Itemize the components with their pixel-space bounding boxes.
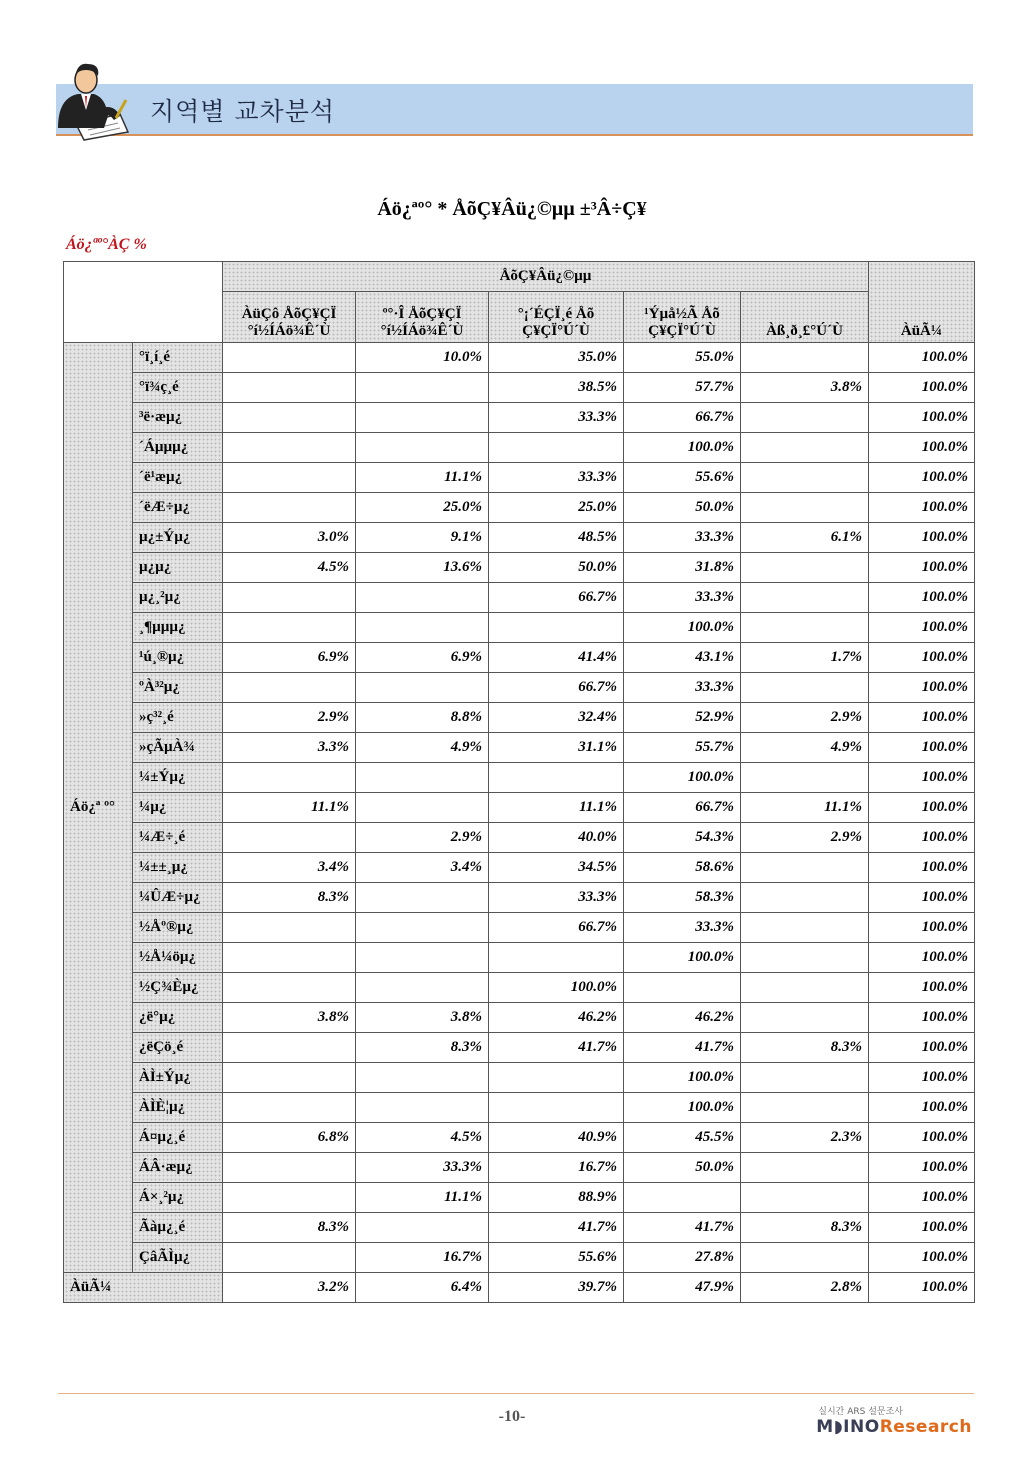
table-cell [741,583,869,613]
row-label: ´Áµµµ¿ [133,433,223,463]
table-cell: 33.3% [624,523,741,553]
row-label: ³ë·æµ¿ [133,403,223,433]
row-total-cell: 100.0% [869,673,975,703]
brand-prefix: M◗INO [816,1417,880,1437]
table-row [64,1093,975,1123]
table-cell: 38.5% [489,373,624,403]
table-cell [223,973,356,1003]
row-total-cell: 100.0% [869,1213,975,1243]
table-cell: 35.0% [489,343,624,373]
total-row [64,1273,975,1303]
table-cell: 3.8% [223,1003,356,1033]
table-cell: 4.9% [356,733,489,763]
table-row [64,1213,975,1243]
table-cell: 3.8% [356,1003,489,1033]
table-cell: 1.7% [741,643,869,673]
table-cell: 3.4% [356,853,489,883]
table-cell: 8.3% [356,1033,489,1063]
row-label: Á×¸²µ¿ [133,1183,223,1213]
table-cell: 54.3% [624,823,741,853]
table-cell [223,1063,356,1093]
table-cell: 4.5% [223,553,356,583]
table-cell: 4.9% [741,733,869,763]
table-cell: 52.9% [624,703,741,733]
table-row [64,1033,975,1063]
row-total-cell: 100.0% [869,1243,975,1273]
group-header: ÅõÇ¥Âü¿©µµ [223,262,869,292]
row-total-cell: 100.0% [869,703,975,733]
table-cell [356,613,489,643]
table-cell [356,1063,489,1093]
table-cell [741,943,869,973]
table-cell: 3.8% [741,373,869,403]
crosstab-title: Áö¿ªº° * ÅõÇ¥Âü¿©µµ ±³Â÷Ç¥ [377,198,647,220]
table-body [64,343,975,1273]
table-row [64,403,975,433]
row-label: µ¿¸²µ¿ [133,583,223,613]
row-total-cell: 100.0% [869,973,975,1003]
table-cell: 11.1% [741,793,869,823]
table-cell [741,433,869,463]
table-cell: 8.3% [223,1213,356,1243]
table-row [64,1243,975,1273]
table-cell: 3.3% [223,733,356,763]
table-row [64,613,975,643]
table-cell [223,673,356,703]
table-cell [223,583,356,613]
table-cell: 55.7% [624,733,741,763]
table-cell [356,583,489,613]
table-cell [741,913,869,943]
table-cell [223,1153,356,1183]
row-label: ½Å¼öµ¿ [133,943,223,973]
page-title: 지역별 교차분석 [150,97,335,126]
table-row [64,883,975,913]
row-total-cell: 100.0% [869,373,975,403]
row-label: ½Åº®µ¿ [133,913,223,943]
table-cell: 33.3% [624,673,741,703]
table-cell: 100.0% [624,613,741,643]
row-label: »ç³²¸é [133,703,223,733]
brand-logo [816,1404,972,1437]
table-cell: 43.1% [624,643,741,673]
table-cell [223,1243,356,1273]
row-total-cell: 100.0% [869,583,975,613]
table-cell: 41.7% [624,1213,741,1243]
table-cell [223,433,356,463]
table-row [64,1183,975,1213]
table-cell [741,343,869,373]
row-label: µ¿µ¿ [133,553,223,583]
table-cell [356,373,489,403]
table-cell [223,343,356,373]
table-cell: 8.3% [223,883,356,913]
table-cell [489,1063,624,1093]
row-label: ¼µ¿ [133,793,223,823]
corner-cell [64,262,223,343]
table-cell: 25.0% [356,493,489,523]
table-cell: 2.9% [741,823,869,853]
unit-label: Áö¿ªº°ÀÇ % [66,236,147,253]
table-cell [223,763,356,793]
row-total-cell: 100.0% [869,763,975,793]
table-cell: 11.1% [356,1183,489,1213]
table-cell: 46.2% [624,1003,741,1033]
table-row [64,583,975,613]
row-label: ¼ÛÆ÷µ¿ [133,883,223,913]
table-cell [223,463,356,493]
table-cell: 41.7% [624,1033,741,1063]
table-cell: 55.0% [624,343,741,373]
row-total-cell: 100.0% [869,613,975,643]
table-cell: 6.9% [223,643,356,673]
row-label: Á¤µ¿¸é [133,1123,223,1153]
table-cell [356,913,489,943]
row-total-cell: 100.0% [869,463,975,493]
table-cell [741,673,869,703]
row-total-cell: 100.0% [869,1153,975,1183]
table-cell: 32.4% [489,703,624,733]
total-row-cell: 39.7% [489,1273,624,1303]
row-total-cell: 100.0% [869,1123,975,1153]
table-cell: 45.5% [624,1123,741,1153]
row-label: ¼±Ýµ¿ [133,763,223,793]
row-label: µ¿±Ýµ¿ [133,523,223,553]
row-total-cell: 100.0% [869,883,975,913]
table-cell [741,883,869,913]
table-row [64,913,975,943]
table-row [64,733,975,763]
row-total-cell: 100.0% [869,823,975,853]
table-cell: 10.0% [356,343,489,373]
table-cell: 40.9% [489,1123,624,1153]
row-label: Ãàµ¿¸é [133,1213,223,1243]
row-total-cell: 100.0% [869,1093,975,1123]
table-cell [223,943,356,973]
total-row-cell: 2.8% [741,1273,869,1303]
table-cell: 88.9% [489,1183,624,1213]
table-cell [223,613,356,643]
row-total-cell: 100.0% [869,343,975,373]
table-cell [356,943,489,973]
table-cell: 3.0% [223,523,356,553]
row-label: °ï¾ç¸é [133,373,223,403]
table-cell: 41.4% [489,643,624,673]
row-total-cell: 100.0% [869,553,975,583]
table-cell [356,433,489,463]
table-cell [741,1183,869,1213]
table-cell: 16.7% [489,1153,624,1183]
row-label: ÇâÃÌµ¿ [133,1243,223,1273]
column-header: ÀüÇô ÅõÇ¥ÇÏ °í½ÍÁö¾Ê´Ù [223,292,356,343]
table-cell: 3.4% [223,853,356,883]
table-cell [356,973,489,1003]
table-cell [741,1003,869,1033]
row-label: ÀÌ±Ýµ¿ [133,1063,223,1093]
row-total-cell: 100.0% [869,403,975,433]
table-cell: 57.7% [624,373,741,403]
row-total-cell: 100.0% [869,523,975,553]
brand-suffix: Research [879,1417,972,1437]
table-cell: 100.0% [624,1093,741,1123]
table-cell [223,1033,356,1063]
table-row [64,493,975,523]
table-cell: 9.1% [356,523,489,553]
table-cell: 33.3% [489,883,624,913]
column-header: ¹Ýµå½Ã Åõ Ç¥ÇÏ°Ú´Ù [624,292,741,343]
table-cell: 100.0% [624,763,741,793]
table-cell [741,1093,869,1123]
table-cell [741,853,869,883]
table-cell: 11.1% [489,793,624,823]
row-label: ¹ú¸®µ¿ [133,643,223,673]
table-cell: 16.7% [356,1243,489,1273]
row-label: ºÀ³²µ¿ [133,673,223,703]
table-cell: 6.8% [223,1123,356,1153]
table-cell [223,913,356,943]
table-cell [356,793,489,823]
table-cell: 58.6% [624,853,741,883]
page-number: -10- [498,1408,526,1425]
table-row [64,943,975,973]
brand-tagline: 실시간 ARS 설문조사 [818,1407,904,1417]
row-label: ´ë¹æµ¿ [133,463,223,493]
table-cell [223,373,356,403]
column-header: °¡´ÉÇÏ¸é Åõ Ç¥ÇÏ°Ú´Ù [489,292,624,343]
table-row [64,553,975,583]
table-cell [356,763,489,793]
table-row [64,523,975,553]
table-cell: 33.3% [624,583,741,613]
table-cell: 25.0% [489,493,624,523]
table-cell [223,493,356,523]
row-label: »çÃµÀ¾ [133,733,223,763]
table-cell [624,1183,741,1213]
table-cell: 8.3% [741,1033,869,1063]
table-cell [741,553,869,583]
table-row [64,703,975,733]
table-cell: 2.9% [741,703,869,733]
table-cell: 31.8% [624,553,741,583]
row-label: ÀÌÈ¦µ¿ [133,1093,223,1123]
total-row-total: 100.0% [869,1273,975,1303]
row-label: ÁÂ·æµ¿ [133,1153,223,1183]
table-cell [489,613,624,643]
row-group-label: Áö¿ª º° [64,343,133,1273]
table-cell [741,403,869,433]
table-row [64,1153,975,1183]
table-cell: 4.5% [356,1123,489,1153]
table-cell: 66.7% [489,673,624,703]
table-cell: 50.0% [624,493,741,523]
total-row-label: ÀüÃ¼ [64,1273,223,1303]
table-cell: 33.3% [624,913,741,943]
table-row [64,973,975,1003]
table-cell: 100.0% [489,973,624,1003]
table-row [64,373,975,403]
row-total-cell: 100.0% [869,793,975,823]
table-cell: 6.9% [356,643,489,673]
table-cell [356,1093,489,1123]
footer-divider [58,1393,974,1394]
table-cell: 2.9% [356,823,489,853]
table-cell [741,1063,869,1093]
total-row-cell: 6.4% [356,1273,489,1303]
table-row [64,673,975,703]
total-row-cell: 47.9% [624,1273,741,1303]
table-cell [223,1183,356,1213]
row-label: ½Ç¾Èµ¿ [133,973,223,1003]
table-cell: 55.6% [489,1243,624,1273]
row-total-cell: 100.0% [869,1063,975,1093]
table-cell [356,673,489,703]
table-cell: 66.7% [489,583,624,613]
table-cell: 8.3% [741,1213,869,1243]
row-total-cell: 100.0% [869,1183,975,1213]
total-row-cell: 3.2% [223,1273,356,1303]
table-cell: 66.7% [489,913,624,943]
table-cell [223,403,356,433]
table-cell [356,403,489,433]
table-cell: 48.5% [489,523,624,553]
table-row [64,853,975,883]
table-cell [624,973,741,1003]
table-cell [489,1093,624,1123]
table-cell: 33.3% [356,1153,489,1183]
table-cell: 2.3% [741,1123,869,1153]
row-total-cell: 100.0% [869,1033,975,1063]
table-cell: 8.8% [356,703,489,733]
row-label: ¿ëÇö¸é [133,1033,223,1063]
row-label: ¼±±¸µ¿ [133,853,223,883]
row-total-cell: 100.0% [869,433,975,463]
table-cell [223,1093,356,1123]
table-cell: 11.1% [223,793,356,823]
table-cell [223,823,356,853]
table-cell [741,493,869,523]
table-cell: 100.0% [624,433,741,463]
table-cell: 11.1% [356,463,489,493]
table-cell: 100.0% [624,943,741,973]
table-row [64,1063,975,1093]
row-total-cell: 100.0% [869,853,975,883]
column-header: º°·Î ÅõÇ¥ÇÏ °í½ÍÁö¾Ê´Ù [356,292,489,343]
table-cell [741,973,869,1003]
table-cell: 46.2% [489,1003,624,1033]
row-total-cell: 100.0% [869,643,975,673]
table-cell: 40.0% [489,823,624,853]
table-cell [489,763,624,793]
table-cell: 33.3% [489,403,624,433]
table-row [64,463,975,493]
table-cell: 2.9% [223,703,356,733]
table-cell: 66.7% [624,403,741,433]
table-cell [741,463,869,493]
crosstab-table [63,261,975,1303]
row-label: ¸¶µµµ¿ [133,613,223,643]
table-row [64,1123,975,1153]
row-total-cell: 100.0% [869,1003,975,1033]
row-label: °ï¸í¸é [133,343,223,373]
total-column-header: ÀüÃ¼ [869,262,975,343]
table-row [64,343,975,373]
table-cell: 33.3% [489,463,624,493]
table-cell [741,1243,869,1273]
table-cell: 13.6% [356,553,489,583]
row-total-cell: 100.0% [869,733,975,763]
table-cell: 6.1% [741,523,869,553]
row-label: ¿ë°µ¿ [133,1003,223,1033]
row-label: ¼Æ÷¸é [133,823,223,853]
column-header: Àß¸ð¸£°Ú´Ù [741,292,869,343]
table-cell [356,1213,489,1243]
table-cell: 55.6% [624,463,741,493]
table-cell: 31.1% [489,733,624,763]
table-cell [356,883,489,913]
table-cell: 58.3% [624,883,741,913]
table-row [64,433,975,463]
row-total-cell: 100.0% [869,493,975,523]
table-cell: 50.0% [489,553,624,583]
table-cell [741,1153,869,1183]
table-cell [741,763,869,793]
table-cell: 27.8% [624,1243,741,1273]
table-cell: 50.0% [624,1153,741,1183]
table-cell: 66.7% [624,793,741,823]
table-cell [741,613,869,643]
row-total-cell: 100.0% [869,943,975,973]
table-row [64,823,975,853]
table-row [64,763,975,793]
table-cell: 41.7% [489,1213,624,1243]
table-row [64,1003,975,1033]
table-row [64,793,975,823]
row-label: ´ëÆ÷µ¿ [133,493,223,523]
table-cell [489,433,624,463]
table-cell: 34.5% [489,853,624,883]
table-row [64,643,975,673]
row-total-cell: 100.0% [869,913,975,943]
table-cell: 100.0% [624,1063,741,1093]
table-cell [489,943,624,973]
table-cell: 41.7% [489,1033,624,1063]
businessman-writing-icon [48,58,132,142]
